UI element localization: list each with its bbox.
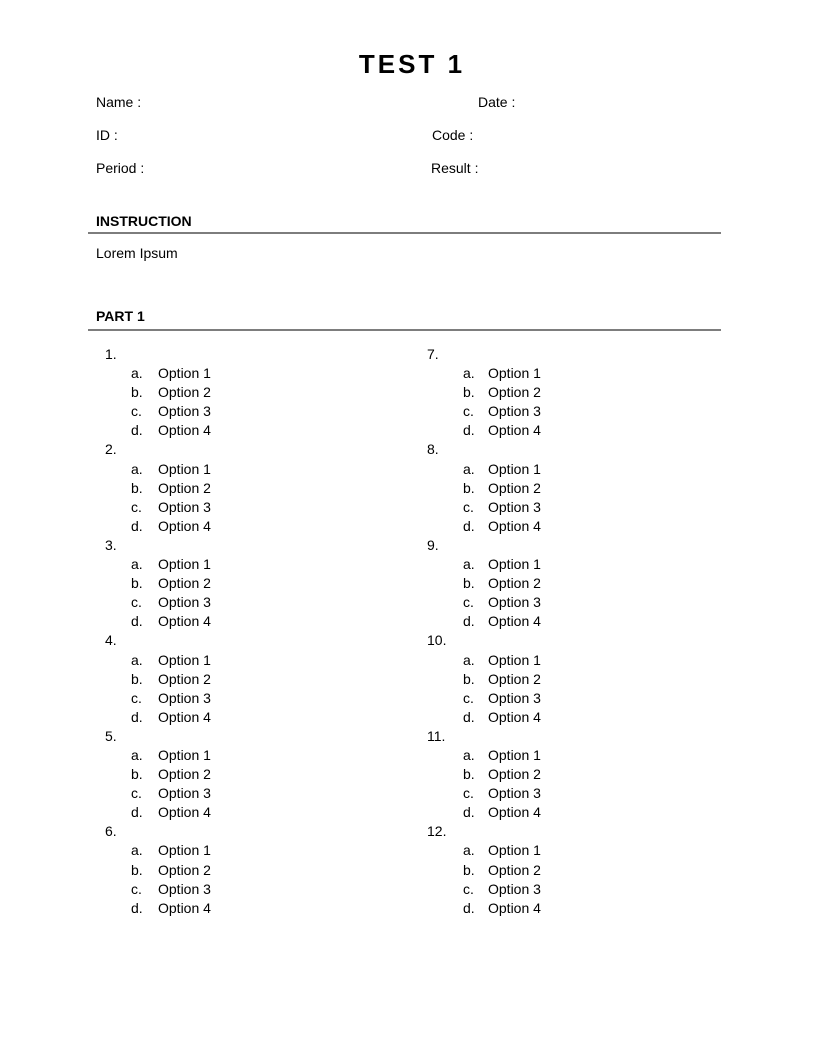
option-letter: b.	[463, 861, 475, 878]
option-label: Option 2	[488, 670, 541, 687]
question-option	[463, 880, 541, 899]
question-option	[463, 421, 541, 440]
question-block	[105, 822, 211, 917]
option-label: Option 1	[488, 842, 541, 859]
option-letter: d.	[131, 422, 143, 439]
option-label: Option 1	[488, 746, 541, 763]
option-letter: b.	[463, 384, 475, 401]
question-option	[463, 689, 541, 708]
question-option	[131, 479, 211, 498]
id-field-label: ID :	[96, 127, 118, 143]
question-option	[131, 498, 211, 517]
option-letter: a.	[463, 556, 475, 573]
question-number: 4.	[105, 632, 117, 649]
option-label: Option 2	[488, 384, 541, 401]
option-label: Option 2	[488, 575, 541, 592]
option-letter: d.	[463, 899, 475, 916]
question-number: 10.	[427, 632, 447, 649]
question-option	[131, 689, 211, 708]
option-letter: c.	[463, 498, 474, 515]
option-label: Option 4	[488, 804, 541, 821]
option-label: Option 4	[158, 804, 211, 821]
question-option	[463, 803, 541, 822]
option-label: Option 4	[488, 517, 541, 534]
question-option	[463, 670, 541, 689]
option-letter: c.	[131, 880, 142, 897]
question-block	[105, 345, 211, 440]
code-field-label: Code :	[432, 127, 474, 143]
question-block	[105, 631, 211, 726]
question-option	[463, 383, 541, 402]
option-label: Option 2	[158, 766, 211, 783]
option-letter: b.	[131, 670, 143, 687]
question-number: 2.	[105, 441, 117, 458]
option-label: Option 4	[158, 517, 211, 534]
part1-section-heading: PART 1	[88, 307, 721, 331]
question-number: 11.	[427, 727, 446, 744]
option-label: Option 2	[158, 384, 211, 401]
question-block	[427, 631, 541, 726]
question-option	[463, 555, 541, 574]
question-option	[463, 517, 541, 536]
question-block	[105, 536, 211, 631]
question-option	[463, 460, 541, 479]
option-letter: a.	[131, 365, 143, 382]
option-label: Option 3	[488, 403, 541, 420]
question-option	[131, 364, 211, 383]
option-letter: b.	[131, 479, 143, 496]
question-option	[131, 670, 211, 689]
questions-column-left	[105, 345, 211, 918]
option-label: Option 1	[158, 556, 211, 573]
question-option	[463, 479, 541, 498]
option-label: Option 4	[488, 613, 541, 630]
option-label: Option 4	[488, 899, 541, 916]
question-option	[131, 421, 211, 440]
option-letter: c.	[131, 594, 142, 611]
option-label: Option 1	[158, 746, 211, 763]
option-letter: a.	[131, 746, 143, 763]
option-letter: d.	[131, 804, 143, 821]
option-letter: a.	[463, 460, 475, 477]
question-option	[131, 574, 211, 593]
question-option	[131, 708, 211, 727]
option-letter: a.	[131, 556, 143, 573]
option-label: Option 4	[158, 899, 211, 916]
option-letter: b.	[463, 766, 475, 783]
question-option	[463, 861, 541, 880]
question-option	[463, 364, 541, 383]
option-letter: c.	[463, 403, 474, 420]
date-field-label: Date :	[478, 94, 516, 110]
question-block	[427, 822, 541, 917]
option-label: Option 2	[158, 861, 211, 878]
question-block	[427, 727, 541, 822]
option-letter: c.	[463, 880, 474, 897]
option-label: Option 4	[158, 422, 211, 439]
option-label: Option 4	[488, 708, 541, 725]
option-label: Option 1	[488, 556, 541, 573]
option-label: Option 3	[158, 689, 211, 706]
question-option	[131, 765, 211, 784]
option-letter: d.	[463, 422, 475, 439]
question-option	[131, 651, 211, 670]
question-block	[105, 727, 211, 822]
question-option	[131, 402, 211, 421]
option-label: Option 3	[488, 785, 541, 802]
option-letter: a.	[131, 460, 143, 477]
instruction-body-text: Lorem Ipsum	[96, 245, 178, 261]
question-option	[463, 841, 541, 860]
option-label: Option 3	[158, 785, 211, 802]
option-letter: c.	[131, 403, 142, 420]
option-label: Option 3	[158, 880, 211, 897]
option-letter: b.	[131, 861, 143, 878]
option-label: Option 2	[158, 479, 211, 496]
question-option	[463, 593, 541, 612]
question-option	[131, 612, 211, 631]
option-label: Option 3	[158, 594, 211, 611]
option-letter: a.	[463, 365, 475, 382]
question-number: 7.	[427, 346, 439, 362]
option-letter: a.	[463, 746, 475, 763]
option-letter: c.	[131, 689, 142, 706]
result-field-label: Result :	[431, 160, 479, 176]
option-letter: d.	[463, 517, 475, 534]
question-option	[131, 861, 211, 880]
option-label: Option 1	[488, 460, 541, 477]
option-letter: b.	[131, 384, 143, 401]
question-number: 6.	[105, 823, 117, 840]
question-option	[463, 784, 541, 803]
name-field-label: Name :	[96, 94, 142, 110]
option-label: Option 3	[158, 498, 211, 515]
question-number: 5.	[105, 727, 117, 744]
option-letter: a.	[463, 651, 475, 668]
option-letter: a.	[131, 651, 143, 668]
option-label: Option 2	[488, 479, 541, 496]
period-field-label: Period :	[96, 160, 145, 176]
question-option	[463, 612, 541, 631]
option-letter: b.	[463, 670, 475, 687]
option-letter: d.	[131, 613, 143, 630]
question-option	[131, 593, 211, 612]
question-number: 1.	[105, 346, 117, 362]
option-label: Option 1	[488, 365, 541, 382]
option-label: Option 1	[158, 651, 211, 668]
question-block	[427, 345, 541, 440]
option-letter: b.	[463, 479, 475, 496]
option-letter: c.	[463, 594, 474, 611]
option-letter: d.	[463, 708, 475, 725]
option-letter: d.	[463, 613, 475, 630]
option-letter: c.	[131, 498, 142, 515]
option-label: Option 3	[158, 403, 211, 420]
question-option	[131, 383, 211, 402]
question-option	[131, 460, 211, 479]
question-option	[131, 517, 211, 536]
option-label: Option 1	[158, 365, 211, 382]
instruction-section-heading: INSTRUCTION	[88, 212, 721, 234]
question-option	[463, 498, 541, 517]
question-option	[463, 574, 541, 593]
option-letter: b.	[131, 766, 143, 783]
option-letter: d.	[131, 517, 143, 534]
question-option	[463, 746, 541, 765]
option-label: Option 4	[158, 708, 211, 725]
option-label: Option 2	[158, 670, 211, 687]
question-option	[131, 841, 211, 860]
question-option	[131, 899, 211, 918]
option-label: Option 1	[158, 460, 211, 477]
option-letter: a.	[131, 842, 143, 859]
questions-column-right	[427, 345, 541, 918]
option-label: Option 2	[488, 861, 541, 878]
question-option	[131, 803, 211, 822]
question-number: 9.	[427, 536, 439, 553]
question-option	[131, 746, 211, 765]
option-label: Option 3	[488, 880, 541, 897]
question-option	[463, 899, 541, 918]
option-letter: c.	[131, 785, 142, 802]
option-label: Option 3	[488, 689, 541, 706]
question-block	[427, 440, 541, 535]
option-letter: d.	[131, 899, 143, 916]
option-label: Option 2	[158, 575, 211, 592]
option-label: Option 4	[158, 613, 211, 630]
option-letter: d.	[463, 804, 475, 821]
question-number: 8.	[427, 441, 439, 458]
option-letter: b.	[131, 575, 143, 592]
option-label: Option 4	[488, 422, 541, 439]
question-option	[131, 555, 211, 574]
option-letter: d.	[131, 708, 143, 725]
question-option	[463, 708, 541, 727]
option-letter: c.	[463, 785, 474, 802]
question-option	[463, 402, 541, 421]
question-option	[131, 784, 211, 803]
question-number: 3.	[105, 536, 117, 553]
option-letter: a.	[463, 842, 475, 859]
option-label: Option 2	[488, 766, 541, 783]
option-label: Option 1	[158, 842, 211, 859]
question-block	[427, 536, 541, 631]
option-label: Option 3	[488, 594, 541, 611]
question-block	[105, 440, 211, 535]
option-label: Option 3	[488, 498, 541, 515]
option-letter: b.	[463, 575, 475, 592]
question-option	[463, 765, 541, 784]
question-option	[463, 651, 541, 670]
question-number: 12.	[427, 823, 447, 840]
option-letter: c.	[463, 689, 474, 706]
option-label: Option 1	[488, 651, 541, 668]
page-title: TEST 1	[358, 49, 466, 79]
question-option	[131, 880, 211, 899]
